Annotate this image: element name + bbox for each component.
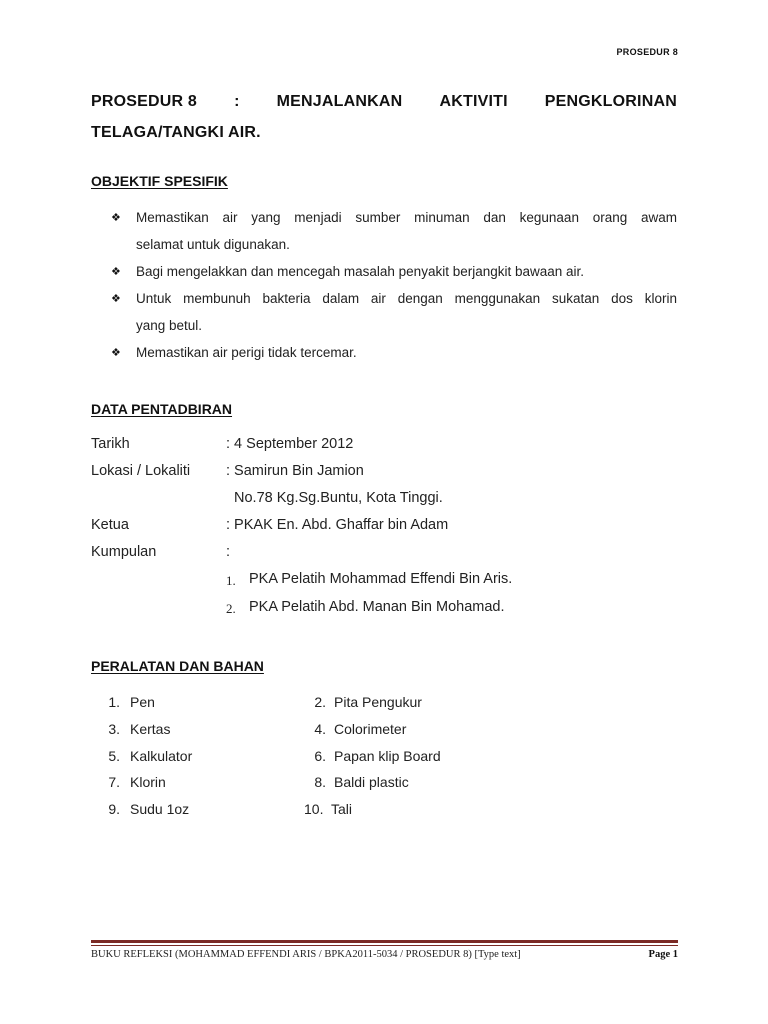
location-value: : Samirun Bin Jamion [226,463,364,479]
group-value: : [226,544,231,560]
equipment-number: 5. [108,748,120,764]
equipment-item: Papan klip Board [334,748,441,764]
equipment-number: 1. [108,694,120,710]
equipment-number: 8. [314,774,326,790]
title-word: PENGKLORINAN [544,93,677,110]
date-label: Tarikh [91,436,130,452]
equipment-heading: PERALATAN DAN BAHAN [91,658,264,674]
diamond-bullet-icon: ❖ [111,347,121,359]
location-label: Lokasi / Lokaliti [91,463,191,479]
objective-item-line: Untuk membunuh bakteria dalam air dengan menggunakan sukatan dos klorin [136,291,677,306]
equipment-item: Pita Pengukur [334,694,422,710]
equipment-item: Tali [331,801,353,817]
equipment-number: 9. [108,801,120,817]
title-word: MENJALANKAN [276,93,403,110]
equipment-item: Klorin [130,774,166,790]
leader-label: Ketua [91,517,129,533]
objective-item-line: Memastikan air yang menjadi sumber minuman dan kegunaan orang awam [136,210,677,225]
equipment-item: Kalkulator [130,748,193,764]
equipment-number: 7. [108,774,120,790]
member-name: PKA Pelatih Abd. Manan Bin Mohamad. [249,599,505,615]
diamond-bullet-icon: ❖ [111,266,121,278]
member-name: PKA Pelatih Mohammad Effendi Bin Aris. [249,571,513,587]
title-word: AKTIVITI [439,93,508,110]
diamond-bullet-icon: ❖ [111,293,121,305]
leader-value: : PKAK En. Abd. Ghaffar bin Adam [226,517,449,533]
running-header: PROSEDUR 8 [616,47,678,57]
equipment-number: 4. [314,721,326,737]
footer-rule-thin [91,945,678,946]
objectives-heading: OBJEKTIF SPESIFIK [91,173,228,189]
objective-item-line: Memastikan air perigi tidak tercemar. [136,345,357,360]
admin-heading: DATA PENTADBIRAN [91,401,233,417]
equipment-number: 10. [304,801,324,817]
equipment-number: 3. [108,721,120,737]
group-label: Kumpulan [91,544,157,560]
equipment-item: Kertas [130,721,171,737]
objective-item-line: selamat untuk digunakan. [136,237,290,252]
equipment-item: Pen [130,694,155,710]
equipment-item: Colorimeter [334,721,407,737]
objective-item-line: yang betul. [136,318,203,333]
equipment-number: 2. [314,694,326,710]
page-number: Page 1 [648,949,678,960]
objective-item-line: Bagi mengelakkan dan mencegah masalah penyakit berjangkit bawaan air. [136,264,585,279]
equipment-item: Sudu 1oz [130,801,190,817]
member-number: 2. [226,601,236,616]
location-address: No.78 Kg.Sg.Buntu, Kota Tinggi. [234,490,443,506]
title-separator: : [234,93,240,110]
title-prefix: PROSEDUR 8 [91,93,198,110]
member-number: 1. [226,573,236,588]
page-title-line-2: TELAGA/TANGKI AIR. [91,124,261,141]
footer-rule [91,940,678,943]
diamond-bullet-icon: ❖ [111,212,121,224]
equipment-item: Baldi plastic [334,774,409,790]
footer-text: BUKU REFLEKSI (MOHAMMAD EFFENDI ARIS / BPKA2011-5034 / PROSEDUR 8) [Type text] [91,949,521,960]
page-title-line-1 [91,93,677,111]
date-value: : 4 September 2012 [226,436,354,452]
equipment-number: 6. [314,748,326,764]
